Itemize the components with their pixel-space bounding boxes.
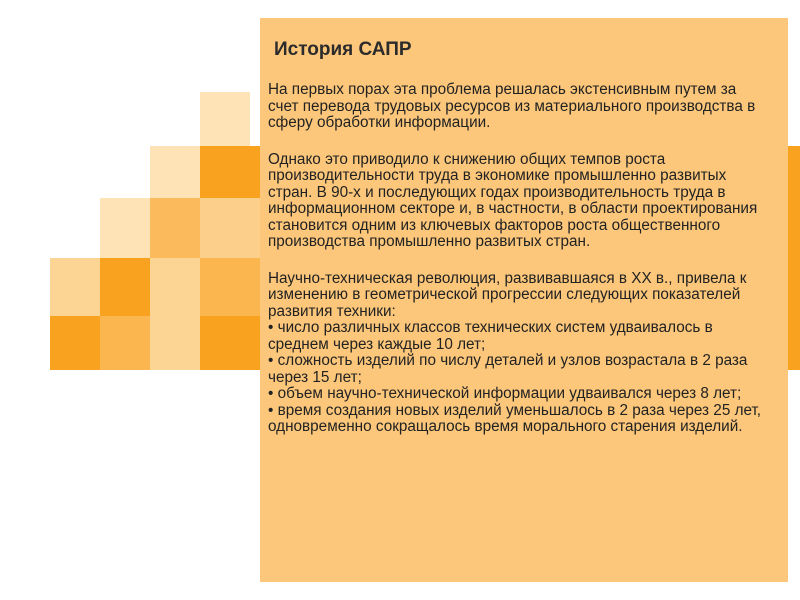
content-panel <box>260 18 788 582</box>
decor-square <box>150 316 200 370</box>
paragraph: Научно-техническая революция, развивавшаяся в XX в., привела к изменению в геометрической прогрессии следующих показателей развития техники: <box>268 269 747 320</box>
decor-square <box>200 198 260 258</box>
decor-square <box>200 92 250 146</box>
bullet-item: • время создания новых изделий уменьшалось в 2 раза через 25 лет, одновременно сокращалось время морального старения изделий. <box>268 401 762 435</box>
decor-square <box>200 316 260 370</box>
decor-square <box>50 316 100 370</box>
paragraph: Однако это приводило к снижению общих темпов роста производительности труда в экономике промышленно развитых стран. В 90-х и последующих годах производительность труда в информационном секторе и, в частности, в области проектирования становится одним из ключевых факторов роста общественного производства промышленно развитых стран. <box>268 150 758 250</box>
bullet-item: • объем научно-технической информации удваивался через 8 лет; <box>268 385 742 402</box>
decor-square <box>100 198 150 258</box>
decor-square <box>150 198 200 258</box>
decor-square <box>150 146 200 198</box>
slide-body <box>268 82 766 436</box>
slide-title: История САПР <box>274 39 412 60</box>
decor-square <box>50 258 100 316</box>
bullet-item: • сложность изделий по числу деталей и узлов возрастала в 2 раза через 15 лет; <box>268 352 748 386</box>
decor-square <box>200 146 260 198</box>
decor-square <box>100 316 150 370</box>
decor-square <box>100 258 150 316</box>
paragraph: На первых порах эта проблема решалась экстенсивным путем за счет перевода трудовых ресурсов из материального производства в сферу обработки информации. <box>268 81 756 131</box>
decor-square <box>150 258 200 316</box>
decor-square <box>200 258 260 316</box>
bullet-item: • число различных классов технических систем удваивалось в среднем через каждые 10 лет; <box>268 319 713 353</box>
